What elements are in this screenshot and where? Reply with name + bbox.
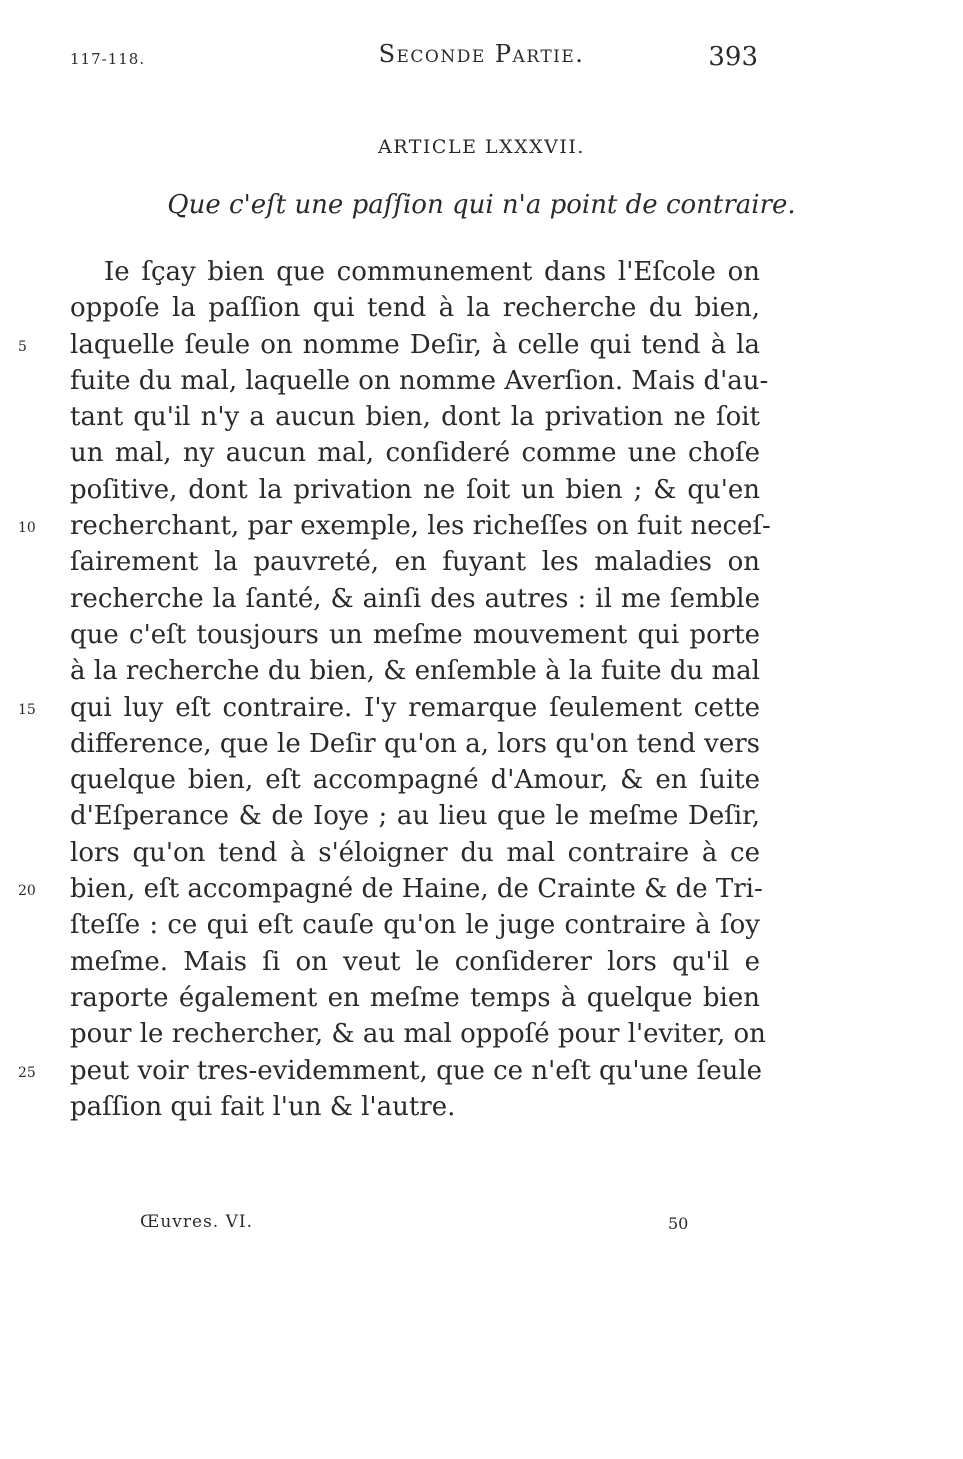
line-text: meſme. Mais ſi on veut le conſiderer lors qu'il e	[70, 946, 760, 977]
running-title: Seconde Partie.	[378, 40, 585, 68]
line-number: 10	[18, 520, 36, 537]
text-line	[70, 290, 760, 326]
text-line	[70, 653, 760, 689]
text-line	[70, 581, 760, 617]
text-line	[70, 472, 760, 508]
line-text: paſſion qui fait l'un & l'autre.	[70, 1091, 456, 1122]
line-text: difference, que le Deſir qu'on a, lors qu'on tend vers	[70, 728, 760, 759]
line-number: 20	[18, 883, 36, 900]
line-text: laquelle ſeule on nomme Deſir, à celle qui tend à la	[70, 329, 760, 360]
text-line	[70, 435, 760, 471]
text-line	[70, 944, 760, 980]
text-line	[18, 690, 760, 726]
line-text: Ie ſçay bien que communement dans l'Eſcole on	[104, 257, 760, 287]
text-line	[70, 617, 760, 653]
body-text	[18, 254, 771, 1125]
line-text: qui luy eſt contraire. I'y remarque ſeulement cette	[70, 692, 760, 723]
text-line	[18, 871, 763, 907]
text-line	[70, 798, 760, 834]
line-number: 5	[18, 338, 27, 355]
text-line	[70, 835, 760, 871]
sheet-number: 50	[668, 1214, 689, 1233]
line-text: ſteſſe : ce qui eſt cauſe qu'on le juge contraire à ſoy	[70, 910, 760, 941]
line-text: recherche la ſanté, & ainſi des autres : il me ſemble	[70, 583, 760, 614]
text-line	[70, 363, 769, 399]
line-text: raporte également en meſme temps à quelque bien	[70, 982, 760, 1013]
folio-range: 117-118.	[70, 50, 146, 68]
line-text: d'Eſperance & de Ioye ; au lieu que le meſme Deſir,	[70, 801, 760, 832]
line-text: peut voir tres-evidemment, que ce n'eſt qu'une ſeule	[70, 1055, 763, 1086]
line-text: bien, eſt accompagné de Haine, de Crainte & de Tri-	[70, 874, 763, 905]
line-text: recherchant, par exemple, les richeſſes on fuit neceſ-	[70, 511, 771, 542]
line-text: poſitive, dont la privation ne ſoit un bien ; & qu'en	[70, 474, 760, 505]
text-line	[18, 508, 771, 544]
text-line	[70, 399, 760, 435]
text-line	[70, 762, 760, 798]
line-text: pour le rechercher, & au mal oppoſé pour l'eviter, on	[70, 1019, 766, 1050]
printer-signature: Œuvres. VI.	[140, 1212, 253, 1232]
article-heading: ARTICLE LXXXVII.	[378, 136, 585, 158]
line-text: lors qu'on tend à s'éloigner du mal contraire à ce	[70, 837, 760, 868]
text-line	[70, 907, 760, 943]
line-text: que c'eſt tousjours un meſme mouvement qui porte	[70, 619, 760, 650]
text-line	[70, 1089, 760, 1125]
page-number: 393	[708, 42, 758, 72]
text-line	[70, 254, 760, 290]
line-text: ſairement la pauvreté, en fuyant les maladies on	[70, 547, 760, 578]
line-text: fuite du mal, laquelle on nomme Averſion. Mais d'au-	[70, 365, 769, 396]
line-text: quelque bien, eſt accompagné d'Amour, & en ſuite	[70, 765, 760, 796]
footer	[0, 1212, 963, 1242]
text-line	[70, 726, 760, 762]
text-line	[70, 544, 760, 580]
text-line	[70, 980, 760, 1016]
line-number: 25	[18, 1064, 36, 1081]
line-text: un mal, ny aucun mal, conſideré comme une choſe	[70, 438, 760, 469]
running-head	[0, 38, 963, 74]
text-line	[70, 1016, 766, 1052]
article-title: Que c'eſt une paſſion qui n'a point de contraire.	[167, 190, 796, 220]
line-number: 15	[18, 701, 36, 718]
text-line	[18, 327, 760, 363]
text-line	[18, 1053, 763, 1089]
line-text: à la recherche du bien, & enſemble à la fuite du mal	[70, 656, 760, 687]
line-text: tant qu'il n'y a aucun bien, dont la privation ne ſoit	[70, 402, 760, 433]
line-text: oppoſe la paſſion qui tend à la recherche du bien,	[70, 293, 760, 324]
